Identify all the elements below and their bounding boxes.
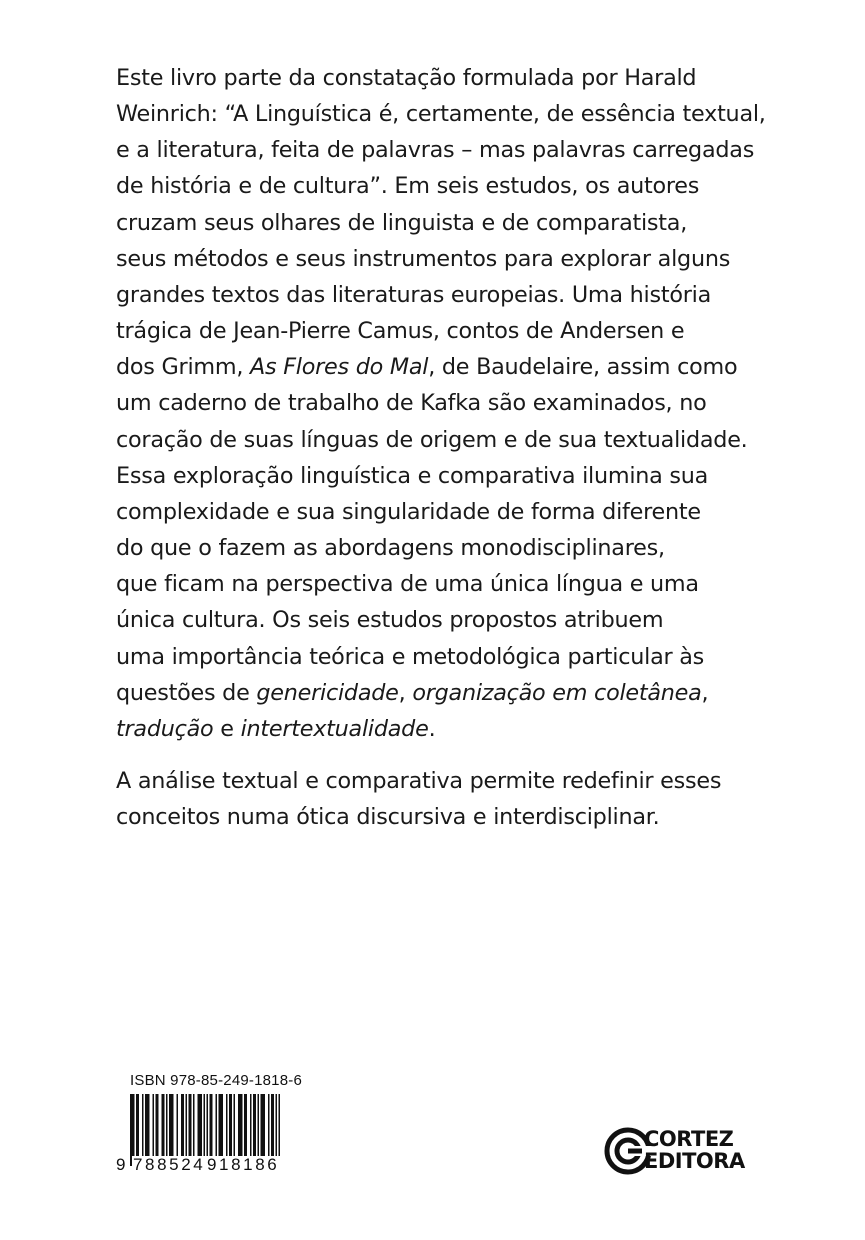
barcode-bar <box>231 1094 233 1156</box>
barcode-bar <box>156 1094 158 1156</box>
barcode-bar <box>220 1094 222 1156</box>
isbn-block <box>116 1072 303 1174</box>
barcode-bar <box>226 1094 228 1156</box>
barcode-bar <box>157 1094 159 1156</box>
barcode-bar <box>273 1094 275 1156</box>
barcode-bar <box>136 1094 138 1156</box>
term-italic: tradução <box>116 715 214 742</box>
barcode-bar <box>244 1094 246 1156</box>
publisher-name <box>644 1128 745 1172</box>
barcode-bar <box>229 1094 231 1156</box>
barcode-bar <box>148 1094 150 1156</box>
blurb-line: um caderno de trabalho de Kafka são examinados, no <box>116 390 707 417</box>
barcode-bar <box>199 1094 201 1156</box>
blurb-text-segment: , <box>398 679 413 706</box>
blurb-line <box>116 675 766 711</box>
paragraph-gap <box>116 747 766 763</box>
barcode-bar <box>166 1094 168 1156</box>
barcode <box>116 1094 288 1174</box>
barcode-bar <box>162 1094 164 1156</box>
blurb-text-segment: dos Grimm, <box>116 354 251 381</box>
blurb-line: e a literatura, feita de palavras – mas palavras carregadas <box>116 137 755 164</box>
term-italic: intertextualidade <box>240 715 429 742</box>
publisher-logo <box>604 1127 754 1177</box>
isbn-label: ISBN 978-85-249-1818-6 <box>130 1072 303 1089</box>
barcode-bar <box>153 1094 155 1156</box>
publisher-name-line1: CORTEZ <box>644 1127 734 1151</box>
blurb-line: grandes textos das literaturas europeias. Uma história <box>116 281 711 308</box>
blurb-line: Este livro parte da constatação formulada por Harald <box>116 65 697 91</box>
barcode-bar <box>193 1094 195 1156</box>
publisher-name-line2: EDITORA <box>644 1149 745 1173</box>
blurb-line: conceitos numa ótica discursiva e interdisciplinar. <box>116 804 660 831</box>
blurb-line <box>116 711 766 747</box>
blurb-text-segment: questões de <box>116 679 257 706</box>
blurb-text-segment: , de Baudelaire, assim como <box>428 354 738 381</box>
blurb-line: Weinrich: “A Linguística é, certamente, de essência textual, <box>116 101 766 128</box>
barcode-bar <box>171 1094 173 1156</box>
blurb-line: de história e de cultura”. Em seis estudos, os autores <box>116 173 700 200</box>
barcode-lead-digit: 9 <box>116 1155 129 1174</box>
barcode-bar <box>138 1094 140 1156</box>
blurb-line: A análise textual e comparativa permite redefinir esses <box>116 767 722 794</box>
barcode-bar <box>222 1094 224 1156</box>
barcode-bar <box>198 1094 200 1156</box>
barcode-bar <box>264 1094 266 1156</box>
blurb-text <box>116 60 766 835</box>
barcode-bar <box>177 1094 179 1156</box>
barcode-bar <box>258 1094 260 1156</box>
barcode-bar <box>147 1094 149 1156</box>
barcode-bar <box>190 1094 192 1156</box>
barcode-bar <box>241 1094 243 1156</box>
blurb-line: cruzam seus olhares de linguista e de comparatista, <box>116 209 688 236</box>
blurb-line: do que o fazem as abordagens monodisciplinares, <box>116 535 665 562</box>
barcode-group-left: 788524 <box>133 1155 206 1174</box>
barcode-bar <box>163 1094 165 1156</box>
blurb-text-segment: , <box>701 679 709 706</box>
barcode-bar <box>234 1094 236 1156</box>
blurb-text-segment: e <box>213 715 241 742</box>
barcode-bar <box>216 1094 218 1156</box>
blurb-line: seus métodos e seus instrumentos para explorar alguns <box>116 245 731 272</box>
barcode-bar <box>169 1094 171 1156</box>
barcode-bar <box>186 1094 188 1156</box>
barcode-group-right: 918186 <box>207 1155 280 1174</box>
barcode-bar <box>142 1094 144 1156</box>
blurb-line: uma importância teórica e metodológica particular às <box>116 643 705 670</box>
barcode-bar <box>219 1094 221 1156</box>
barcode-bar <box>210 1094 212 1156</box>
blurb-line: complexidade e sua singularidade de forma diferente <box>116 498 701 525</box>
blurb-line: única cultura. Os seis estudos propostos atribuem <box>116 607 664 634</box>
barcode-bar <box>250 1094 252 1156</box>
blurb-line: coração de suas línguas de origem e de sua textualidade. <box>116 426 748 453</box>
barcode-bar <box>268 1094 270 1156</box>
barcode-bar <box>255 1094 257 1156</box>
book-title-italic: As Flores do Mal <box>250 354 429 381</box>
barcode-bar <box>172 1094 174 1156</box>
blurb-line: Essa exploração linguística e comparativa ilumina sua <box>116 462 709 489</box>
barcode-bar <box>238 1094 240 1156</box>
barcode-bar <box>183 1094 185 1156</box>
barcode-bar <box>181 1094 183 1156</box>
term-italic: genericidade <box>256 679 399 706</box>
barcode-bar <box>189 1094 191 1156</box>
blurb-line <box>116 349 766 385</box>
blurb-line: que ficam na perspectiva de uma única língua e uma <box>116 571 699 598</box>
barcode-bar <box>253 1094 255 1156</box>
blurb-text-segment: . <box>428 715 436 742</box>
barcode-bar <box>145 1094 147 1156</box>
blurb-line: trágica de Jean-Pierre Camus, contos de Andersen e <box>116 318 685 345</box>
barcode-bar <box>201 1094 203 1156</box>
barcode-bar <box>211 1094 213 1156</box>
barcode-bar <box>240 1094 242 1156</box>
term-italic: organização em coletânea <box>412 679 702 706</box>
barcode-bar <box>261 1094 263 1156</box>
barcode-bar <box>262 1094 264 1156</box>
barcode-bar <box>246 1094 248 1156</box>
barcode-bar <box>271 1094 273 1156</box>
